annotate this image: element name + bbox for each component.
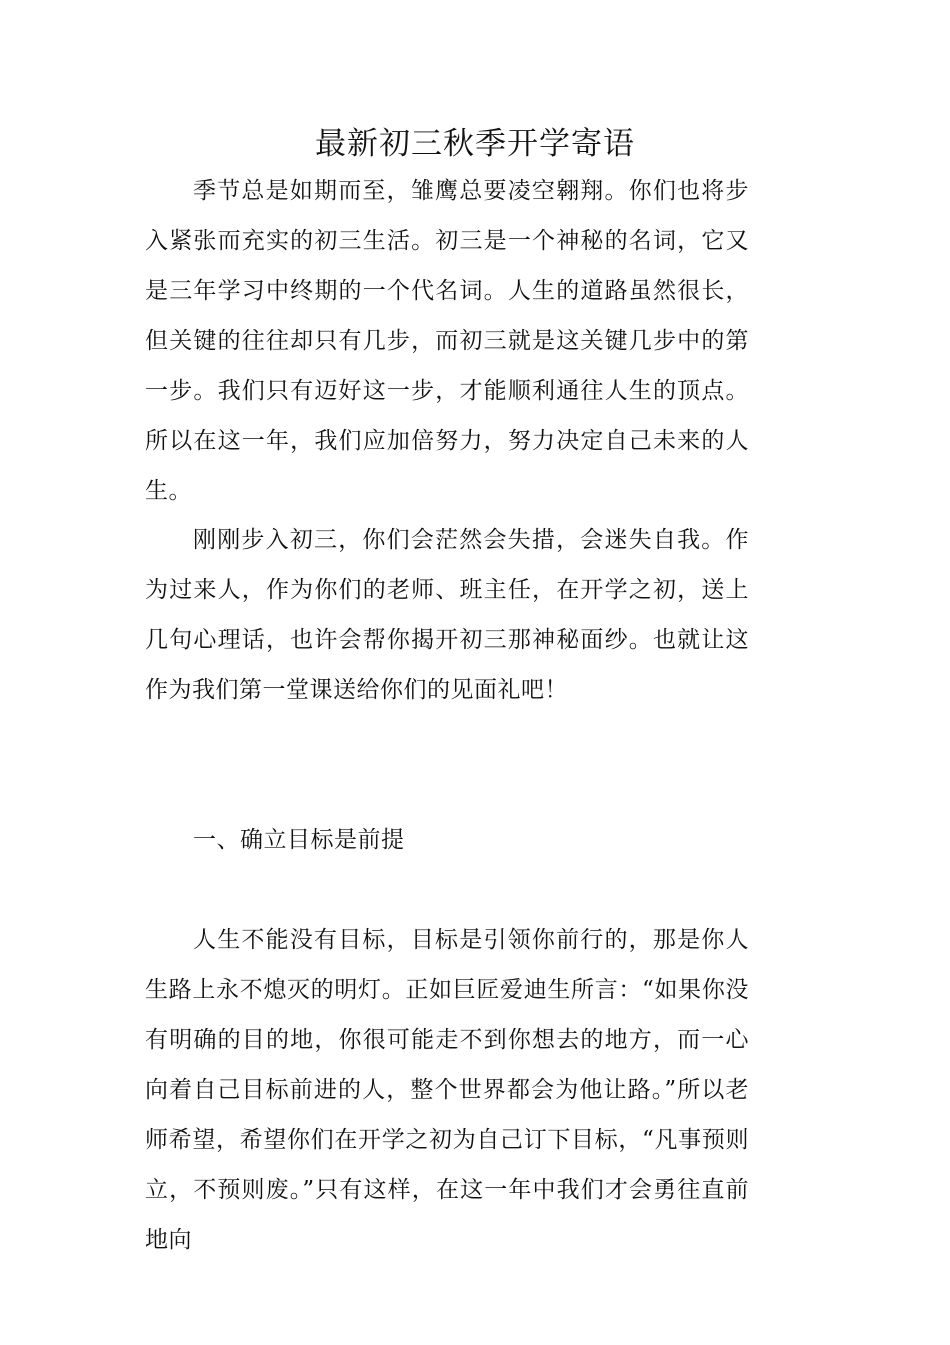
paragraph-intro: 季节总是如期而至，雏鹰总要凌空翱翔。你们也将步入紧张而充实的初三生活。初三是一个神秘的名词，它又是三年学习中终期的一个代名词。人生的道路虽然很长，但关键的往往却只有几步，而初三就是这关键几步中的第一步。我们只有迈好这一步，才能顺利通往人生的顶点。所以在这一年，我们应加倍努力，努力决定自己未来的人生。	[145, 178, 749, 504]
section-heading: 一、确立目标是前提	[193, 827, 405, 853]
paragraph-second: 刚刚步入初三，你们会茫然会失措，会迷失自我。作为过来人，作为你们的老师、班主任，在开学之初，送上几句心理话，也许会帮你揭开初三那神秘面纱。也就让这作为我们第一堂课送给你们的见面礼吧！	[145, 527, 749, 703]
paragraph-goal: 人生不能没有目标，目标是引领你前行的，那是你人生路上永不熄灭的明灯。正如巨匠爱迪生所言：“如果你没有明确的目的地，你很可能走不到你想去的地方，而一心向着自己目标前进的人，整个世界都会为他让路。”所以老师希望，希望你们在开学之初为自己订下目标，“凡事预则立，不预则废。”只有这样，在这一年中我们才会勇往直前地向	[145, 927, 749, 1253]
document-title: 最新初三秋季开学寄语	[315, 126, 635, 162]
